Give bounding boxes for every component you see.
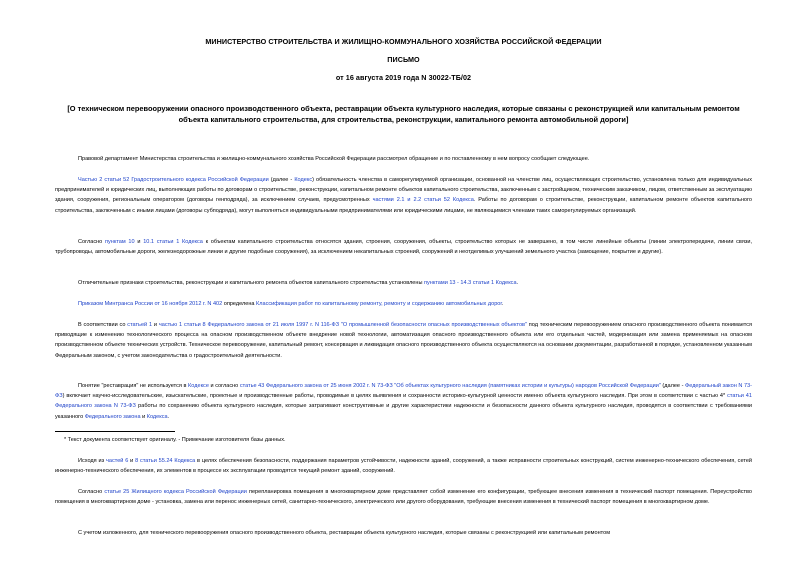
- paragraph-redevelopment: Согласно статье 25 Жилищного кодекса Российской Федерации перепланировка помещения в многоквартирном доме представляет собой изменение его конфигурации, требующее внесения изменения в технический паспорт помещения. Переустройство помещения в многоквартирном доме - установка, замена или перенос инженерных сетей, санитарно-технического, электрического или другого оборудования, требующие внесения изменения в технический паспорт помещения в многоквартирном доме.: [55, 489, 752, 506]
- paragraph-current-repair: Исходя из частей 6 и 8 статьи 55.24 Кодекса в целях обеспечения безопасности, поддержания параметров устойчивости, надежности зданий, сооружений, а также исправности строительных конструкций, систем инженерно-технического обеспечения, сетей инженерно-технического обеспечения, их элементов в процессе их эксплуатации проводятся текущий ремонт зданий, сооружений.: [55, 458, 753, 475]
- link-code-2[interactable]: Кодексе: [188, 383, 209, 389]
- link-point10-1-article1[interactable]: 10.1 статьи 1 Кодекса: [143, 239, 203, 245]
- paragraph-capital-objects: Согласно пунктам 10 и 10.1 статьи 1 Кодекса к объектам капитального строительства относятся здания, строения, сооружения, объекты, строительство которых не завершено, в том числе линейные объекты (линии электропередачи, линии связи, трубопроводы, автомобильные дороги, железнодорожные линии и другие подобные сооружения), за исключением некапитальных строений, сооружений и неотделимых улучшений земельного участка (замощение, покрытие и другие).: [55, 239, 753, 256]
- paragraph-technical-reequipment: В соответствии со статьей 1 и частью 1 статьи 8 Федерального закона от 21 июля 1997 г. N 116-ФЗ "О промышленной безопасности опасных производственных объектов" под техническим перевооружением опасного производственного объекта понимается приводящие к изменению технологического процесса на опасном производственном объекте внедрение новой технологии, автоматизация опасного производственного объекта или его отдельных частей, модернизация или замена применяемых на опасном производственном объекте технических устройств. Техническое перевооружение, капитальный ремонт, консервация и ликвидация опасного производственного объекта осуществляются на основании документации, разработанной в порядке, установленном указанным Федеральным законом, с учетом законодательства о градостроительной деятельности.: [55, 322, 752, 359]
- link-point10[interactable]: пунктам 10: [104, 239, 135, 245]
- footnote: * Текст документа соответствует оригиналу. - Примечание изготовителя базы данных.: [64, 437, 286, 443]
- link-part2-article52[interactable]: Частью 2 статьи 52 Градостроительного кодекса Российской Федерации: [78, 177, 269, 183]
- footnote-separator: [55, 431, 175, 432]
- link-mintrans-order-402[interactable]: Приказом Минтранса России от 16 ноября 2012 г. N 402: [78, 301, 223, 307]
- paragraph-intro: Правовой департамент Министерства строительства и жилищно-коммунального хозяйства Российской Федерации рассмотрел обращение и по поставленному в нем вопросу сообщает следующее.: [78, 156, 590, 162]
- document-date-number: от 16 августа 2019 года N 30022-ТБ/02: [335, 73, 472, 82]
- link-code[interactable]: Кодекс: [294, 177, 313, 183]
- link-part6[interactable]: частей 6: [106, 458, 129, 464]
- paragraph-mintrans-order: Приказом Минтранса России от 16 ноября 2012 г. N 402 определена Классификация работ по капитальному ремонту, ремонту и содержанию автомобильных дорог.: [78, 301, 504, 307]
- link-code-3[interactable]: Кодекса: [146, 413, 168, 420]
- paragraph-restoration: Понятие "реставрация" не используется в Кодексе и согласно статье 43 Федерального закона от 25 июня 2002 г. N 73-ФЗ "Об объектах культурного наследия (памятниках истории и культуры) народов Российской Федерации" (далее - Федеральный закон N 73-ФЗ) включает научно-исследовательские, изыскательские, проектные и производственные работы, проводимые в целях выявления и сохранности историко-культурной ценности именно объекта культурного наследия. При этом в соответствии с частью 4* статьи 41 Федерального закона N 73-ФЗ работы по сохранению объекта культурного наследия, которые затрагивают конструктивные и другие характеристики надежности и безопасности данного объекта культурного наследия, проводятся в соответствии с требованиями указанного Федерального закона и Кодекса.: [55, 383, 753, 420]
- document-type: ПИСЬМО: [387, 55, 420, 64]
- link-federal-law-73-article43[interactable]: статье 43 Федерального закона от 25 июня 2002 г. N 73-ФЗ "Об объектах культурного наследия (памятниках истории и культуры) народов Российской Федерации": [239, 383, 661, 389]
- link-parts-2-1-2-2-article52[interactable]: частями 2.1 и 2.2 статьи 52 Кодекса: [372, 197, 474, 204]
- document-title: [О техническом перевооружении опасного производственного объекта, реставрации объекта культурного наследия, которые связаны с реконструкцией или капитальным ремонтом объекта капитального строительства, для строительства, реконструкции, капитального ремонта автомобильной дороги]: [67, 104, 740, 124]
- link-federal-law-116[interactable]: частью 1 статьи 8 Федерального закона от 21 июля 1997 г. N 116-ФЗ "О промышленной безопасности опасных производственных объектов": [158, 322, 527, 328]
- link-points-13-14-3[interactable]: пунктами 13 - 14.3 статьи 1 Кодекса: [423, 280, 517, 286]
- link-federal-law[interactable]: Федерального закона: [84, 413, 141, 420]
- link-road-works-classification[interactable]: Классификация работ по капитальному ремонту, ремонту и содержанию автомобильных дорог: [256, 301, 502, 307]
- link-federal-law-73[interactable]: Федеральный закон N 73-ФЗ: [55, 383, 753, 400]
- link-article1[interactable]: статьей 1: [127, 322, 153, 328]
- paragraph-distinctive-features: Отличительные признаки строительства, реконструкции и капитального ремонта объектов капитального строительства установлены пунктами 13 - 14.3 статьи 1 Кодекса.: [78, 280, 519, 286]
- link-housing-code-article25[interactable]: статье 25 Жилищного кодекса Российской Федерации: [104, 489, 247, 495]
- link-part8-article55-24[interactable]: 8 статьи 55.24 Кодекса: [135, 458, 196, 464]
- paragraph-sro-membership: Частью 2 статьи 52 Градостроительного кодекса Российской Федерации (далее - Кодекс) обязательность членства в саморегулируемой организации, основанной на членстве лиц, осуществляющих строительство, установлена только для индивидуальных предпринимателей и юридических лиц, выполняющих работы по договорам о строительстве, реконструкции, капитальном ремонте объектов капитального строительства, заключенным с застройщиком, техническим заказчиком, лицом, ответственным за эксплуатацию здания, сооружения, региональным оператором (договоры генподряда), за исключением случаев, предусмотренных частями 2.1 и 2.2 статьи 52 Кодекса. Работы по договорам о строительстве, реконструкции, капитальном ремонте объектов капитального строительства, заключенным с иными лицами (договоры субподряда), могут выполняться индивидуальными предпринимателями или юридическими лицами, не являющимися членами таких саморегулируемых организаций.: [55, 177, 753, 214]
- paragraph-conclusion: С учетом изложенного, для технического перевооружения опасного производственного объекта, реставрации объекта культурного наследия, которые связаны с реконструкцией или капитальным ремонтом: [78, 530, 611, 536]
- link-article41-law-73[interactable]: статьи 41 Федерального закона N 73-ФЗ: [55, 393, 752, 410]
- ministry-name: МИНИСТЕРСТВО СТРОИТЕЛЬСТВА И ЖИЛИЩНО-КОММУНАЛЬНОГО ХОЗЯЙСТВА РОССИЙСКОЙ ФЕДЕРАЦИИ: [205, 37, 602, 46]
